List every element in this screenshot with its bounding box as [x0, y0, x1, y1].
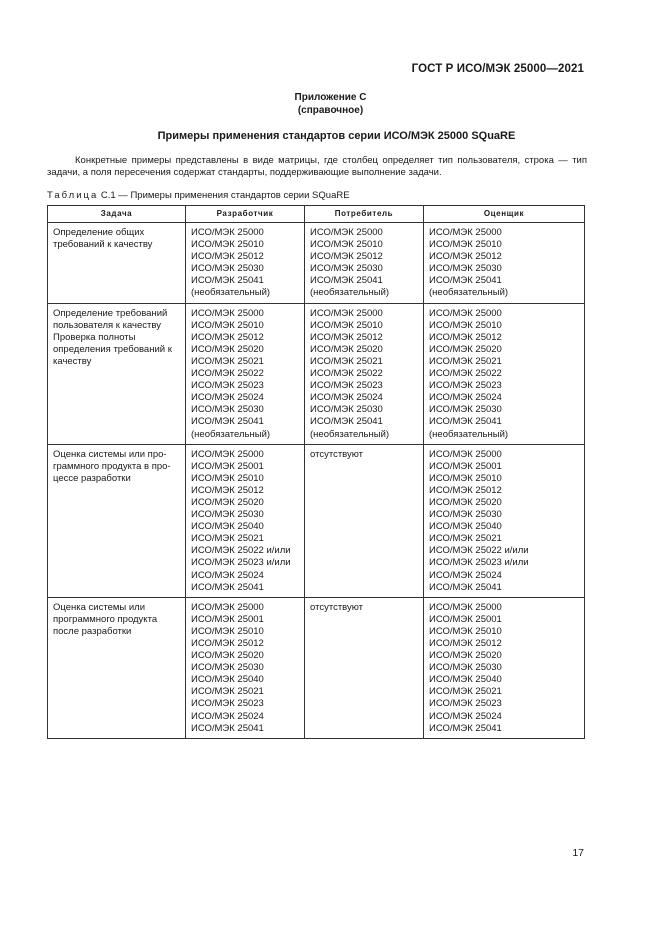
standard-entry: ИСО/МЭК 25024: [310, 392, 383, 404]
header-developer: Разработчик: [186, 206, 305, 223]
table-row: [48, 303, 585, 444]
task-cell: [48, 597, 186, 738]
standard-entry: ИСО/МЭК 25000: [310, 307, 383, 319]
standard-entry: ИСО/МЭК 25041: [191, 722, 264, 734]
table-row: [48, 223, 585, 304]
standard-entry: ИСО/МЭК 25041: [191, 581, 264, 593]
standard-entry: ИСО/МЭК 25021: [310, 355, 383, 367]
standard-entry: ИСО/МЭК 25010: [191, 625, 264, 637]
intro-paragraph: Конкретные примеры представлены в виде матрицы, где столбец определяет тип пользователя, строка — тип задачи, а поля пересечения содержат стандарты, поддерживающие выполнение задачи.: [47, 155, 587, 178]
standard-entry: ИСО/МЭК 25000: [310, 227, 383, 238]
standard-entry: ИСО/МЭК 25041: [429, 722, 502, 734]
standard-entry: ИСО/МЭК 25023: [191, 380, 264, 392]
standard-entry: ИСО/МЭК 25021: [191, 686, 264, 698]
standard-entry: ИСО/МЭК 25030: [310, 263, 383, 275]
standard-entry: ИСО/МЭК 25001: [429, 460, 502, 472]
developer-cell: [186, 223, 305, 304]
standard-entry: ИСО/МЭК 25012: [191, 251, 264, 263]
task-text: цессе разработки: [53, 472, 131, 484]
task-cell: [48, 223, 186, 304]
standard-entry: ИСО/МЭК 25020: [429, 650, 502, 662]
table-body: [48, 223, 585, 739]
standard-entry: ИСО/МЭК 25020: [310, 343, 383, 355]
appendix-title: Примеры применения стандартов серии ИСО/МЭК 25000 SQuaRE: [157, 130, 516, 142]
standard-entry: ИСО/МЭК 25023: [191, 698, 264, 710]
standard-entry: ИСО/МЭК 25012: [429, 331, 502, 343]
table-row: [48, 444, 585, 597]
table-header-row: [48, 206, 585, 223]
table-row: [48, 597, 585, 738]
standard-entry: ИСО/МЭК 25000: [429, 448, 502, 460]
consumer-cell: [305, 597, 424, 738]
header-task: Задача: [48, 206, 186, 223]
standard-entry: ИСО/МЭК 25000: [429, 601, 502, 613]
standard-entry: ИСО/МЭК 25021: [429, 686, 502, 698]
standard-entry: ИСО/МЭК 25022 и/или: [191, 545, 291, 557]
standard-entry: ИСО/МЭК 25012: [191, 331, 264, 343]
standard-entry: ИСО/МЭК 25024: [191, 392, 264, 404]
standard-entry: ИСО/МЭК 25030: [429, 404, 502, 416]
standard-entry: ИСО/МЭК 25030: [429, 509, 502, 521]
standard-entry: ИСО/МЭК 25040: [429, 674, 502, 686]
standard-entry: ИСО/МЭК 25022: [191, 368, 264, 380]
standard-entry: ИСО/МЭК 25020: [191, 343, 264, 355]
header-consumer: Потребитель: [305, 206, 424, 223]
standard-header: ГОСТ Р ИСО/МЭК 25000—2021: [411, 63, 584, 75]
standard-entry: ИСО/МЭК 25024: [429, 710, 502, 722]
standard-entry: ИСО/МЭК 25010: [191, 319, 264, 331]
standard-entry: (необязательный): [191, 428, 271, 440]
developer-cell: [186, 444, 305, 597]
standard-entry: ИСО/МЭК 25010: [191, 472, 264, 484]
task-text: граммного продукта в про-: [53, 460, 171, 472]
evaluator-cell: [424, 223, 585, 304]
standard-entry: ИСО/МЭК 25030: [191, 404, 264, 416]
task-text: Оценка системы или про-: [53, 448, 167, 460]
standard-entry: (необязательный): [429, 287, 509, 299]
header-evaluator: Оценщик: [424, 206, 585, 223]
page-number: 17: [572, 847, 584, 859]
standard-entry: ИСО/МЭК 25001: [429, 613, 502, 625]
evaluator-cell: [424, 597, 585, 738]
standard-entry: ИСО/МЭК 25020: [429, 343, 502, 355]
standard-entry: ИСО/МЭК 25024: [429, 392, 502, 404]
table-caption-text: С.1 — Примеры применения стандартов серии SQuaRE: [98, 190, 350, 201]
standard-entry: ИСО/МЭК 25021: [429, 533, 502, 545]
standard-entry: ИСО/МЭК 25001: [191, 460, 264, 472]
standard-entry: ИСО/МЭК 25023 и/или: [429, 557, 529, 569]
standard-entry: ИСО/МЭК 25021: [191, 533, 264, 545]
standard-entry: ИСО/МЭК 25010: [429, 625, 502, 637]
standard-entry: ИСО/МЭК 25022: [429, 368, 502, 380]
table-caption: [47, 190, 350, 201]
standard-entry: ИСО/МЭК 25030: [191, 263, 264, 275]
standard-entry: ИСО/МЭК 25000: [191, 227, 264, 238]
standard-entry: ИСО/МЭК 25041: [429, 416, 502, 428]
standard-entry: ИСО/МЭК 25023: [429, 380, 502, 392]
task-text: Определение требований пользователя к качеству: [53, 307, 168, 331]
standard-entry: (необязательный): [310, 287, 390, 299]
evaluator-cell: [424, 303, 585, 444]
standard-entry: ИСО/МЭК 25010: [310, 239, 383, 251]
standard-entry: ИСО/МЭК 25041: [429, 275, 502, 287]
standard-entry: отсутствуют: [310, 601, 364, 613]
standard-entry: ИСО/МЭК 25012: [310, 331, 383, 343]
standard-entry: ИСО/МЭК 25000: [429, 307, 502, 319]
evaluator-cell: [424, 444, 585, 597]
standard-entry: ИСО/МЭК 25041: [310, 416, 383, 428]
task-cell: [48, 444, 186, 597]
standard-entry: ИСО/МЭК 25010: [429, 472, 502, 484]
standard-entry: ИСО/МЭК 25022: [310, 368, 383, 380]
appendix-label: Приложение С: [294, 92, 367, 103]
task-text: Проверка полноты определения требований к качеству: [53, 331, 172, 367]
standard-entry: ИСО/МЭК 25020: [191, 496, 264, 508]
standard-entry: ИСО/МЭК 25041: [191, 416, 264, 428]
standard-entry: ИСО/МЭК 25010: [191, 239, 264, 251]
consumer-cell: [305, 223, 424, 304]
standard-entry: ИСО/МЭК 25030: [191, 662, 264, 674]
standard-entry: ИСО/МЭК 25040: [191, 674, 264, 686]
standard-entry: ИСО/МЭК 25012: [191, 638, 264, 649]
task-cell: [48, 303, 186, 444]
standard-entry: ИСО/МЭК 25010: [429, 319, 502, 331]
standard-entry: ИСО/МЭК 25012: [429, 638, 502, 649]
appendix-type: (справочное): [297, 104, 364, 116]
standard-entry: ИСО/МЭК 25041: [310, 275, 383, 287]
standard-entry: ИСО/МЭК 25010: [429, 239, 502, 251]
standard-entry: ИСО/МЭК 25021: [429, 355, 502, 367]
task-text: Оценка системы или программного продукта после разработки: [53, 601, 158, 637]
standard-entry: ИСО/МЭК 25010: [310, 319, 383, 331]
standard-entry: ИСО/МЭК 25021: [191, 355, 264, 367]
standard-entry: ИСО/МЭК 25030: [429, 662, 502, 674]
standard-entry: (необязательный): [191, 287, 271, 299]
standard-entry: ИСО/МЭК 25012: [429, 251, 502, 263]
standard-entry: ИСО/МЭК 25000: [191, 307, 264, 319]
standard-entry: (необязательный): [429, 428, 509, 440]
standard-entry: ИСО/МЭК 25030: [191, 509, 264, 521]
standard-entry: ИСО/МЭК 25000: [191, 448, 264, 460]
task-text: Определение общих требований к качеству: [53, 227, 153, 251]
consumer-cell: [305, 444, 424, 597]
standard-entry: ИСО/МЭК 25023: [310, 380, 383, 392]
standard-entry: ИСО/МЭК 25023: [429, 698, 502, 710]
standard-entry: ИСО/МЭК 25012: [310, 251, 383, 263]
developer-cell: [186, 303, 305, 444]
appendix-heading: [0, 92, 661, 117]
standard-entry: ИСО/МЭК 25020: [191, 650, 264, 662]
standard-entry: ИСО/МЭК 25024: [429, 569, 502, 581]
standard-entry: ИСО/МЭК 25012: [429, 484, 502, 496]
standards-table: [47, 205, 585, 739]
standard-entry: ИСО/МЭК 25024: [191, 569, 264, 581]
standard-entry: ИСО/МЭК 25030: [429, 263, 502, 275]
standard-entry: ИСО/МЭК 25001: [191, 613, 264, 625]
standard-entry: ИСО/МЭК 25030: [310, 404, 383, 416]
standard-entry: ИСО/МЭК 25040: [429, 521, 502, 533]
standard-entry: ИСО/МЭК 25000: [429, 227, 502, 238]
standard-entry: ИСО/МЭК 25024: [191, 710, 264, 722]
standard-entry: ИСО/МЭК 25041: [191, 275, 264, 287]
table-caption-word: Таблица: [47, 190, 99, 201]
standard-entry: (необязательный): [310, 428, 390, 440]
standard-entry: ИСО/МЭК 25041: [429, 581, 502, 593]
standard-entry: ИСО/МЭК 25012: [191, 484, 264, 496]
standard-entry: ИСО/МЭК 25040: [191, 521, 264, 533]
standard-entry: ИСО/МЭК 25000: [191, 601, 264, 613]
standard-entry: отсутствуют: [310, 448, 364, 460]
standard-entry: ИСО/МЭК 25023 и/или: [191, 557, 291, 569]
standard-entry: ИСО/МЭК 25020: [429, 496, 502, 508]
consumer-cell: [305, 303, 424, 444]
developer-cell: [186, 597, 305, 738]
standard-entry: ИСО/МЭК 25022 и/или: [429, 545, 529, 557]
